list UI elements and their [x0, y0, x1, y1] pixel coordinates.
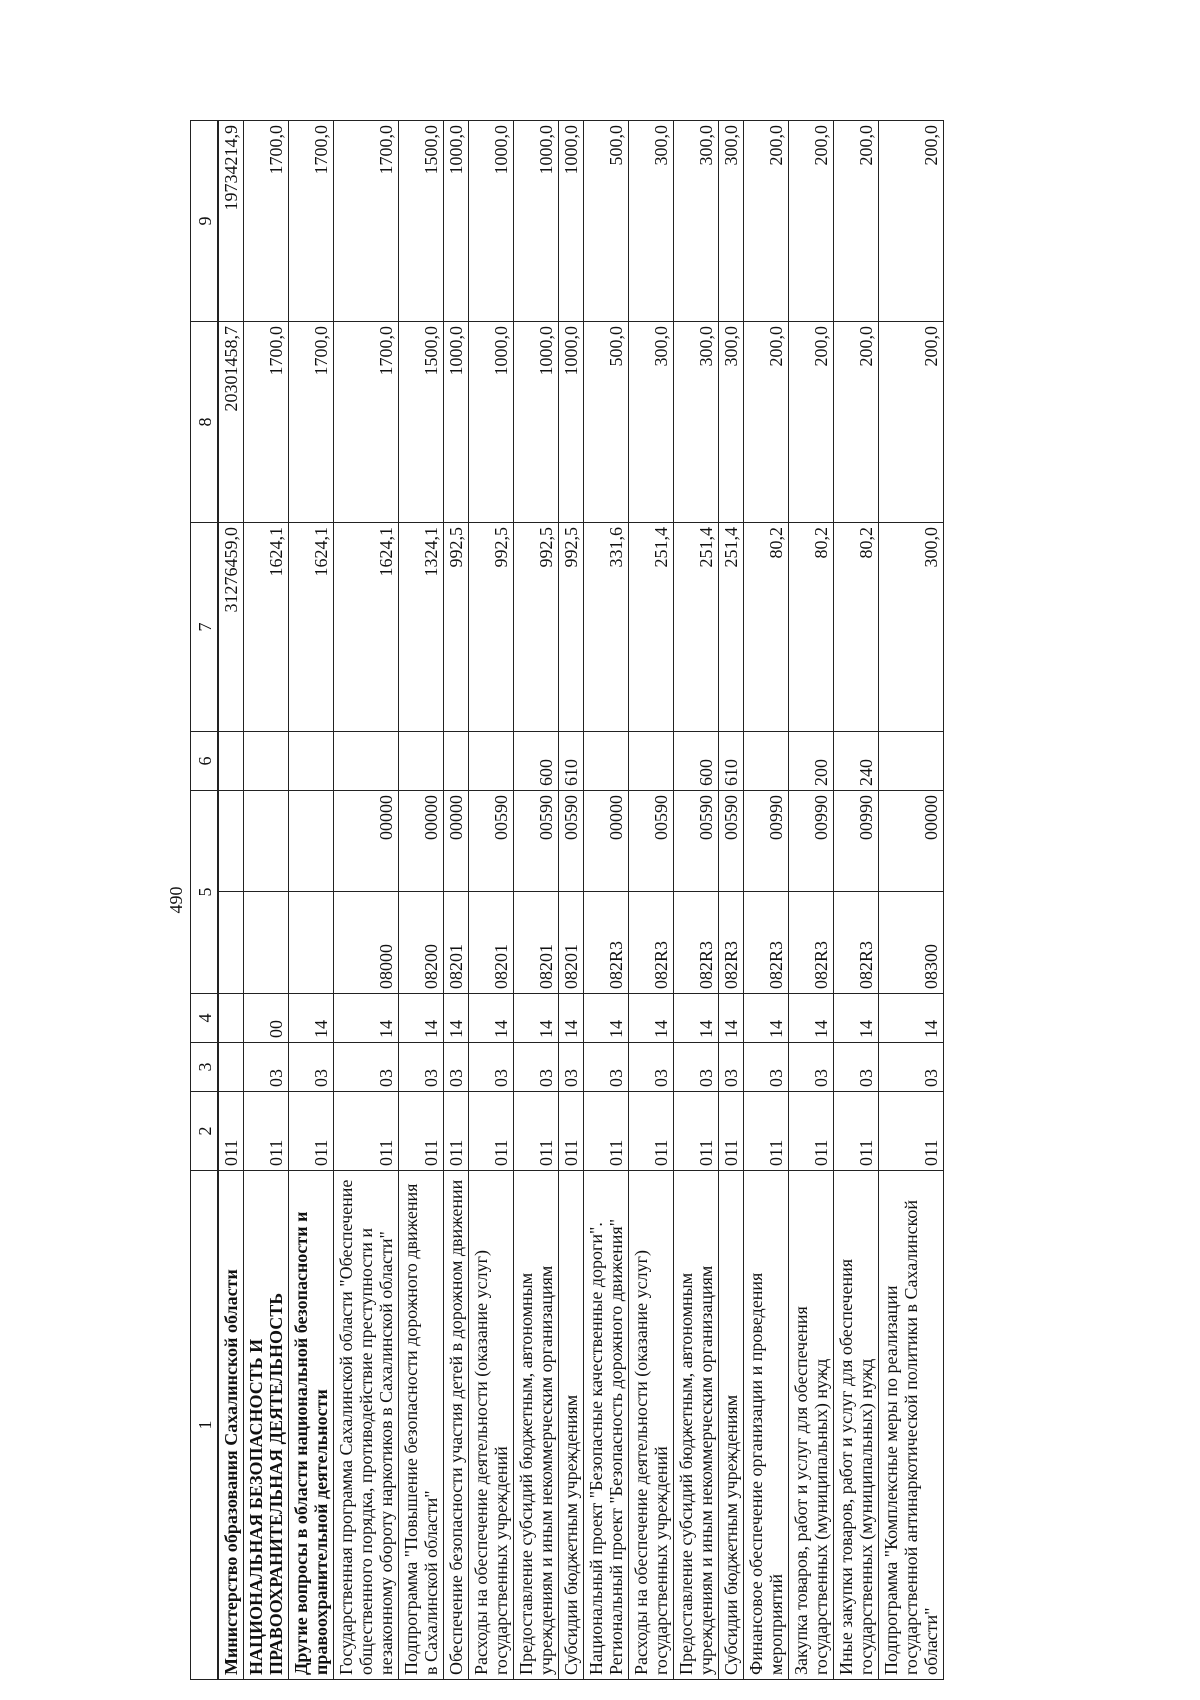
col-9-amount: 1000,0	[469, 121, 514, 322]
col-2-value: 011	[469, 1092, 514, 1171]
col-8-amount: 1700,0	[289, 322, 334, 523]
col-5-direction-code: 00990	[744, 791, 789, 893]
col-4-value: 14	[744, 994, 789, 1043]
header-col-8: 8	[191, 322, 218, 523]
col-7-amount: 1324,1	[399, 523, 444, 732]
col-5-direction-code: 00590	[719, 791, 744, 893]
col-5-program-code: 08201	[514, 892, 559, 994]
col-8-amount: 300,0	[629, 322, 674, 523]
col-6-value	[244, 732, 289, 791]
col-4-value: 14	[629, 994, 674, 1043]
col-7-amount: 251,4	[629, 523, 674, 732]
col-5-program-code: 082R3	[629, 892, 674, 994]
col-4-value: 14	[399, 994, 444, 1043]
table-row	[834, 121, 879, 1680]
col-3-value: 03	[469, 1043, 514, 1092]
table-row	[744, 121, 789, 1680]
col-6-value	[629, 732, 674, 791]
row-name: Подпрограмма "Повышение безопасности дорожного движения в Сахалинской области"	[399, 1171, 444, 1680]
col-9-amount: 200,0	[879, 121, 944, 322]
col-5-program-code: 082R3	[834, 892, 879, 994]
row-name: Национальный проект "Безопасные качественные дороги". Региональный проект "Безопасность дорожного движения"	[584, 1171, 629, 1680]
header-col-2: 2	[191, 1092, 218, 1171]
col-6-value	[469, 732, 514, 791]
row-name: Государственная программа Сахалинской области "Обеспечение общественного порядка, противодействие преступности и незаконному обороту наркотиков в Сахалинской области"	[334, 1171, 399, 1680]
col-5-program-code: 08201	[469, 892, 514, 994]
row-name: Финансовое обеспечение организации и проведения мероприятий	[744, 1171, 789, 1680]
header-col-1: 1	[191, 1171, 218, 1680]
col-3-value: 03	[719, 1043, 744, 1092]
col-6-value	[219, 732, 244, 791]
col-4-value: 14	[674, 994, 719, 1043]
col-4-value	[219, 994, 244, 1043]
table-body	[219, 121, 944, 1680]
rotated-page	[150, 100, 1150, 1700]
col-3-value: 03	[834, 1043, 879, 1092]
col-5-program-code: 082R3	[584, 892, 629, 994]
col-5-program-code: 082R3	[789, 892, 834, 994]
row-name: Предоставление субсидий бюджетным, автономным учреждениям и иным некоммерческим организациям	[514, 1171, 559, 1680]
col-5-direction-code: 00990	[834, 791, 879, 893]
col-5-direction-code	[244, 791, 289, 893]
col-2-value: 011	[559, 1092, 584, 1171]
col-5-direction-code	[219, 791, 244, 893]
table-row	[399, 121, 444, 1680]
col-5-program-code	[244, 892, 289, 994]
col-6-value	[334, 732, 399, 791]
col-3-value	[219, 1043, 244, 1092]
table-row	[584, 121, 629, 1680]
col-6-value: 600	[514, 732, 559, 791]
col-4-value: 14	[879, 994, 944, 1043]
col-9-amount: 300,0	[674, 121, 719, 322]
col-5-program-code: 08201	[559, 892, 584, 994]
col-9-amount: 200,0	[744, 121, 789, 322]
header-col-9: 9	[191, 121, 218, 322]
col-5-program-code: 08201	[444, 892, 469, 994]
row-name: Субсидии бюджетным учреждениям	[719, 1171, 744, 1680]
col-7-amount: 251,4	[674, 523, 719, 732]
col-3-value: 03	[879, 1043, 944, 1092]
col-2-value: 011	[334, 1092, 399, 1171]
row-name: Обеспечение безопасности участия детей в дорожном движении	[444, 1171, 469, 1680]
row-name: Иные закупки товаров, работ и услуг для обеспечения государственных (муниципальных) нужд	[834, 1171, 879, 1680]
col-5-direction-code: 00000	[879, 791, 944, 893]
col-3-value: 03	[444, 1043, 469, 1092]
col-7-amount: 80,2	[744, 523, 789, 732]
col-4-value: 14	[289, 994, 334, 1043]
col-2-value: 011	[444, 1092, 469, 1171]
table-row	[674, 121, 719, 1680]
col-2-value: 011	[244, 1092, 289, 1171]
col-2-value: 011	[219, 1092, 244, 1171]
col-8-amount: 1700,0	[334, 322, 399, 523]
col-9-amount: 19734214,9	[219, 121, 244, 322]
col-7-amount: 1624,1	[244, 523, 289, 732]
col-8-amount: 200,0	[744, 322, 789, 523]
col-7-amount: 31276459,0	[219, 523, 244, 732]
col-2-value: 011	[399, 1092, 444, 1171]
table-row	[879, 121, 944, 1680]
col-6-value	[744, 732, 789, 791]
table-row	[514, 121, 559, 1680]
table-row	[789, 121, 834, 1680]
row-name: Министерство образования Сахалинской области	[219, 1171, 244, 1680]
col-8-amount: 200,0	[834, 322, 879, 523]
col-6-value: 610	[559, 732, 584, 791]
col-9-amount: 1000,0	[514, 121, 559, 322]
col-5-direction-code: 00000	[584, 791, 629, 893]
col-3-value: 03	[674, 1043, 719, 1092]
col-4-value: 00	[244, 994, 289, 1043]
col-3-value: 03	[789, 1043, 834, 1092]
col-5-direction-code: 00590	[674, 791, 719, 893]
col-9-amount: 200,0	[789, 121, 834, 322]
col-8-amount: 20301458,7	[219, 322, 244, 523]
col-5-program-code: 08200	[399, 892, 444, 994]
col-7-amount: 992,5	[444, 523, 469, 732]
col-7-amount: 300,0	[879, 523, 944, 732]
row-name: Расходы на обеспечение деятельности (оказание услуг) государственных учреждений	[469, 1171, 514, 1680]
col-6-value: 240	[834, 732, 879, 791]
col-6-value	[879, 732, 944, 791]
col-2-value: 011	[834, 1092, 879, 1171]
table-row	[629, 121, 674, 1680]
row-name: Предоставление субсидий бюджетным, автономным учреждениям и иным некоммерческим организациям	[674, 1171, 719, 1680]
col-3-value: 03	[514, 1043, 559, 1092]
row-name: Закупка товаров, работ и услуг для обеспечения государственных (муниципальных) нужд	[789, 1171, 834, 1680]
col-2-value: 011	[744, 1092, 789, 1171]
col-9-amount: 1700,0	[289, 121, 334, 322]
col-5-program-code: 08300	[879, 892, 944, 994]
col-4-value: 14	[469, 994, 514, 1043]
col-2-value: 011	[789, 1092, 834, 1171]
col-5-direction-code: 00000	[444, 791, 469, 893]
col-8-amount: 500,0	[584, 322, 629, 523]
col-5-direction-code: 00000	[399, 791, 444, 893]
col-3-value: 03	[744, 1043, 789, 1092]
page-number: 490	[166, 886, 186, 914]
col-4-value: 14	[514, 994, 559, 1043]
col-7-amount: 80,2	[834, 523, 879, 732]
col-5-direction-code: 00590	[559, 791, 584, 893]
col-6-value: 610	[719, 732, 744, 791]
col-7-amount: 1624,1	[289, 523, 334, 732]
col-9-amount: 1700,0	[334, 121, 399, 322]
header-col-5: 5	[191, 791, 218, 994]
table-row	[469, 121, 514, 1680]
table-row	[244, 121, 289, 1680]
row-name: Расходы на обеспечение деятельности (оказание услуг) государственных учреждений	[629, 1171, 674, 1680]
col-8-amount: 300,0	[719, 322, 744, 523]
col-9-amount: 1000,0	[559, 121, 584, 322]
col-3-value: 03	[244, 1043, 289, 1092]
col-6-value	[289, 732, 334, 791]
col-3-value: 03	[334, 1043, 399, 1092]
col-5-program-code: 082R3	[719, 892, 744, 994]
col-4-value: 14	[444, 994, 469, 1043]
col-3-value: 03	[289, 1043, 334, 1092]
col-7-amount: 992,5	[559, 523, 584, 732]
col-6-value: 200	[789, 732, 834, 791]
col-5-direction-code: 00590	[629, 791, 674, 893]
col-6-value: 600	[674, 732, 719, 791]
col-8-amount: 1000,0	[559, 322, 584, 523]
col-5-program-code: 082R3	[674, 892, 719, 994]
header-row	[191, 121, 218, 1680]
col-9-amount: 300,0	[629, 121, 674, 322]
col-3-value: 03	[399, 1043, 444, 1092]
col-5-direction-code: 00000	[334, 791, 399, 893]
col-5-program-code	[289, 892, 334, 994]
budget-table	[190, 120, 944, 1680]
col-7-amount: 992,5	[469, 523, 514, 732]
col-3-value: 03	[559, 1043, 584, 1092]
col-3-value: 03	[584, 1043, 629, 1092]
col-2-value: 011	[674, 1092, 719, 1171]
col-9-amount: 300,0	[719, 121, 744, 322]
col-9-amount: 1500,0	[399, 121, 444, 322]
table-row	[444, 121, 469, 1680]
col-5-program-code: 082R3	[744, 892, 789, 994]
col-7-amount: 1624,1	[334, 523, 399, 732]
col-6-value	[584, 732, 629, 791]
col-8-amount: 200,0	[789, 322, 834, 523]
col-7-amount: 992,5	[514, 523, 559, 732]
col-5-direction-code: 00590	[469, 791, 514, 893]
col-5-direction-code: 00990	[789, 791, 834, 893]
col-8-amount: 1000,0	[514, 322, 559, 523]
col-4-value: 14	[719, 994, 744, 1043]
col-4-value: 14	[789, 994, 834, 1043]
col-2-value: 011	[629, 1092, 674, 1171]
col-5-direction-code	[289, 791, 334, 893]
table-row	[559, 121, 584, 1680]
col-8-amount: 1000,0	[444, 322, 469, 523]
col-8-amount: 200,0	[879, 322, 944, 523]
col-2-value: 011	[719, 1092, 744, 1171]
col-5-direction-code: 00590	[514, 791, 559, 893]
col-2-value: 011	[879, 1092, 944, 1171]
row-name: Подпрограмма "Комплексные меры по реализации государственной антинаркотической политики в Сахалинской области"	[879, 1171, 944, 1680]
col-6-value	[399, 732, 444, 791]
col-7-amount: 331,6	[584, 523, 629, 732]
col-8-amount: 1700,0	[244, 322, 289, 523]
col-6-value	[444, 732, 469, 791]
col-2-value: 011	[514, 1092, 559, 1171]
row-name: Субсидии бюджетным учреждениям	[559, 1171, 584, 1680]
table-row	[289, 121, 334, 1680]
col-8-amount: 300,0	[674, 322, 719, 523]
col-9-amount: 200,0	[834, 121, 879, 322]
table-row	[219, 121, 244, 1680]
header-col-7: 7	[191, 523, 218, 732]
table-row	[334, 121, 399, 1680]
col-5-program-code	[219, 892, 244, 994]
col-9-amount: 500,0	[584, 121, 629, 322]
col-5-program-code: 08000	[334, 892, 399, 994]
header-col-4: 4	[191, 994, 218, 1043]
col-7-amount: 251,4	[719, 523, 744, 732]
col-7-amount: 80,2	[789, 523, 834, 732]
col-3-value: 03	[629, 1043, 674, 1092]
row-name: Другие вопросы в области национальной безопасности и правоохранительной деятельности	[289, 1171, 334, 1680]
col-4-value: 14	[834, 994, 879, 1043]
col-4-value: 14	[584, 994, 629, 1043]
header-col-6: 6	[191, 732, 218, 791]
col-2-value: 011	[289, 1092, 334, 1171]
col-9-amount: 1700,0	[244, 121, 289, 322]
col-4-value: 14	[559, 994, 584, 1043]
col-9-amount: 1000,0	[444, 121, 469, 322]
col-2-value: 011	[584, 1092, 629, 1171]
col-8-amount: 1000,0	[469, 322, 514, 523]
table-row	[719, 121, 744, 1680]
row-name: НАЦИОНАЛЬНАЯ БЕЗОПАСНОСТЬ И ПРАВООХРАНИТЕЛЬНАЯ ДЕЯТЕЛЬНОСТЬ	[244, 1171, 289, 1680]
col-8-amount: 1500,0	[399, 322, 444, 523]
header-col-3: 3	[191, 1043, 218, 1092]
col-4-value: 14	[334, 994, 399, 1043]
